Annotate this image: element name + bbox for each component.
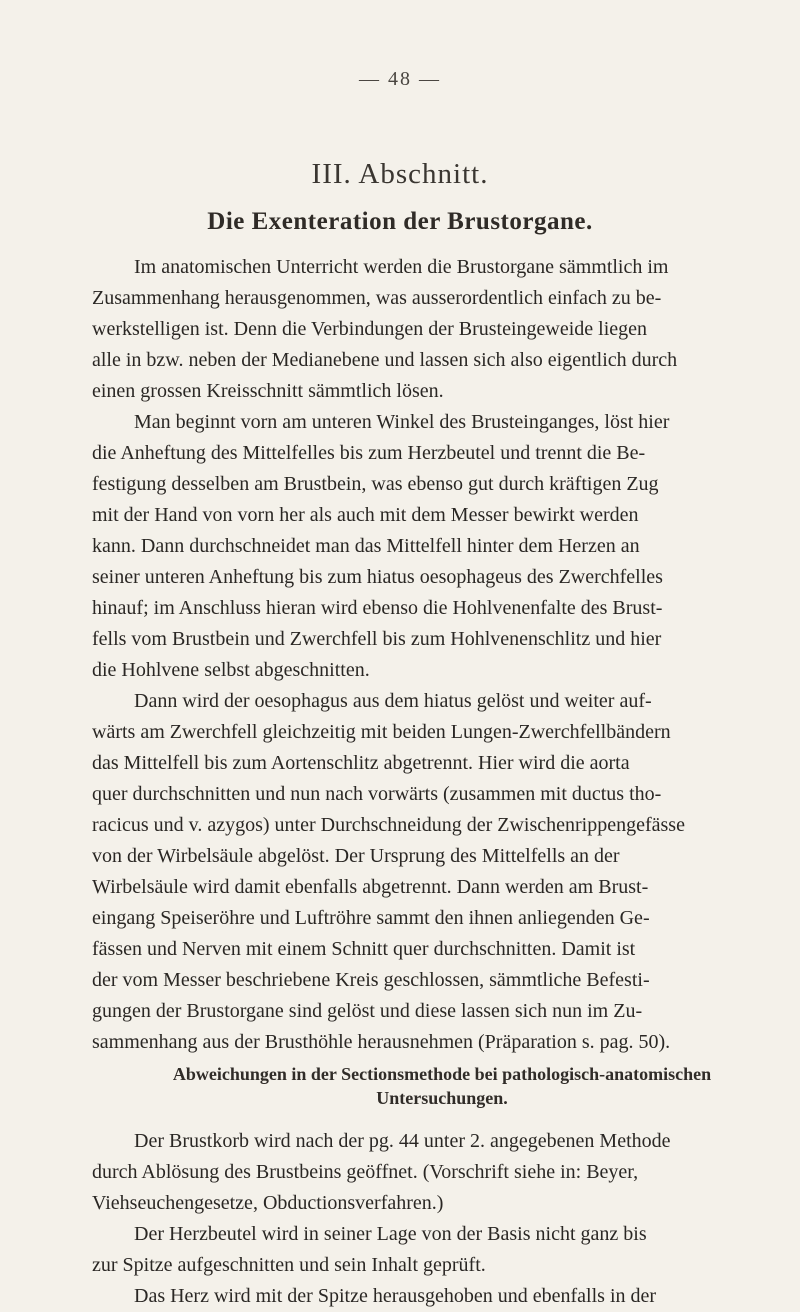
text-line: Dann wird der oesophagus aus dem hiatus gelöst und weiter auf- [134, 690, 652, 712]
text-line: das Mittelfell bis zum Aortenschlitz abgetrennt. Hier wird die aorta [92, 752, 630, 774]
text-line: festigung desselben am Brustbein, was ebenso gut durch kräftigen Zug [92, 473, 659, 495]
secondary-text-block [92, 1126, 792, 1312]
page-number: — 48 — [359, 68, 441, 90]
text-line: von der Wirbelsäule abgelöst. Der Ursprung des Mittelfells an der [92, 845, 620, 867]
text-line: Zusammenhang herausgenommen, was ausserordentlich einfach zu be- [92, 287, 662, 309]
text-line: seiner unteren Anheftung bis zum hiatus oesophageus des Zwerchfelles [92, 566, 663, 588]
text-line: fässen und Nerven mit einem Schnitt quer durchschnitten. Damit ist [92, 938, 636, 960]
text-line: Man beginnt vorn am unteren Winkel des Brusteinganges, löst hier [134, 411, 670, 433]
text-line: alle in bzw. neben der Medianebene und lassen sich also eigentlich durch [92, 349, 678, 371]
text-line: mit der Hand von vorn her als auch mit dem Messer bewirkt werden [92, 504, 639, 526]
text-line: fells vom Brustbein und Zwerchfell bis zum Hohlvenenschlitz und hier [92, 628, 662, 650]
text-line: zur Spitze aufgeschnitten und sein Inhalt geprüft. [92, 1254, 486, 1276]
text-line: Viehseuchengesetze, Obductionsverfahren.) [92, 1192, 444, 1214]
text-line: werkstelligen ist. Denn die Verbindungen der Brusteingeweide liegen [92, 318, 648, 340]
text-line: Der Brustkorb wird nach der pg. 44 unter 2. angegebenen Methode [134, 1130, 671, 1152]
text-line: kann. Dann durchschneidet man das Mittelfell hinter dem Herzen an [92, 535, 640, 557]
text-line: Im anatomischen Unterricht werden die Brustorgane sämmtlich im [134, 256, 669, 278]
text-line: durch Ablösung des Brustbeins geöffnet. (Vorschrift siehe in: Beyer, [92, 1161, 639, 1183]
section-title: Die Exenteration der Brustorgane. [207, 208, 593, 235]
text-line: die Anheftung des Mittelfelles bis zum Herzbeutel und trennt die Be- [92, 442, 646, 464]
subsection-heading-line: Abweichungen in der Sectionsmethode bei pathologisch-anatomischen [172, 1064, 712, 1084]
main-text-block [92, 252, 792, 1058]
text-line: hinauf; im Anschluss hieran wird ebenso die Hohlvenenfalte des Brust- [92, 597, 663, 619]
text-line: quer durchschnitten und nun nach vorwärts (zusammen mit ductus tho- [92, 783, 662, 805]
text-line: Das Herz wird mit der Spitze herausgehoben und ebenfalls in der [134, 1285, 657, 1307]
text-line: einen grossen Kreisschnitt sämmtlich lösen. [92, 380, 444, 402]
subsection-heading [92, 1062, 792, 1110]
text-line: Der Herzbeutel wird in seiner Lage von der Basis nicht ganz bis [134, 1223, 647, 1245]
text-line: die Hohlvene selbst abgeschnitten. [92, 659, 370, 681]
text-line: gungen der Brustorgane sind gelöst und diese lassen sich nun im Zu- [92, 1000, 643, 1022]
text-line: racicus und v. azygos) unter Durchschneidung der Zwischenrippengefässe [92, 814, 685, 836]
text-line: Wirbelsäule wird damit ebenfalls abgetrennt. Dann werden am Brust- [92, 876, 649, 898]
text-line: wärts am Zwerchfell gleichzeitig mit beiden Lungen-Zwerchfellbändern [92, 721, 671, 743]
text-line: eingang Speiseröhre und Luftröhre sammt den ihnen anliegenden Ge- [92, 907, 650, 929]
subsection-heading-line: Untersuchungen. [376, 1088, 508, 1108]
text-line: sammenhang aus der Brusthöhle herausnehmen (Präparation s. pag. 50). [92, 1031, 671, 1053]
text-line: der vom Messer beschriebene Kreis geschlossen, sämmtliche Befesti- [92, 969, 650, 991]
section-heading: III. Abschnitt. [311, 158, 489, 190]
